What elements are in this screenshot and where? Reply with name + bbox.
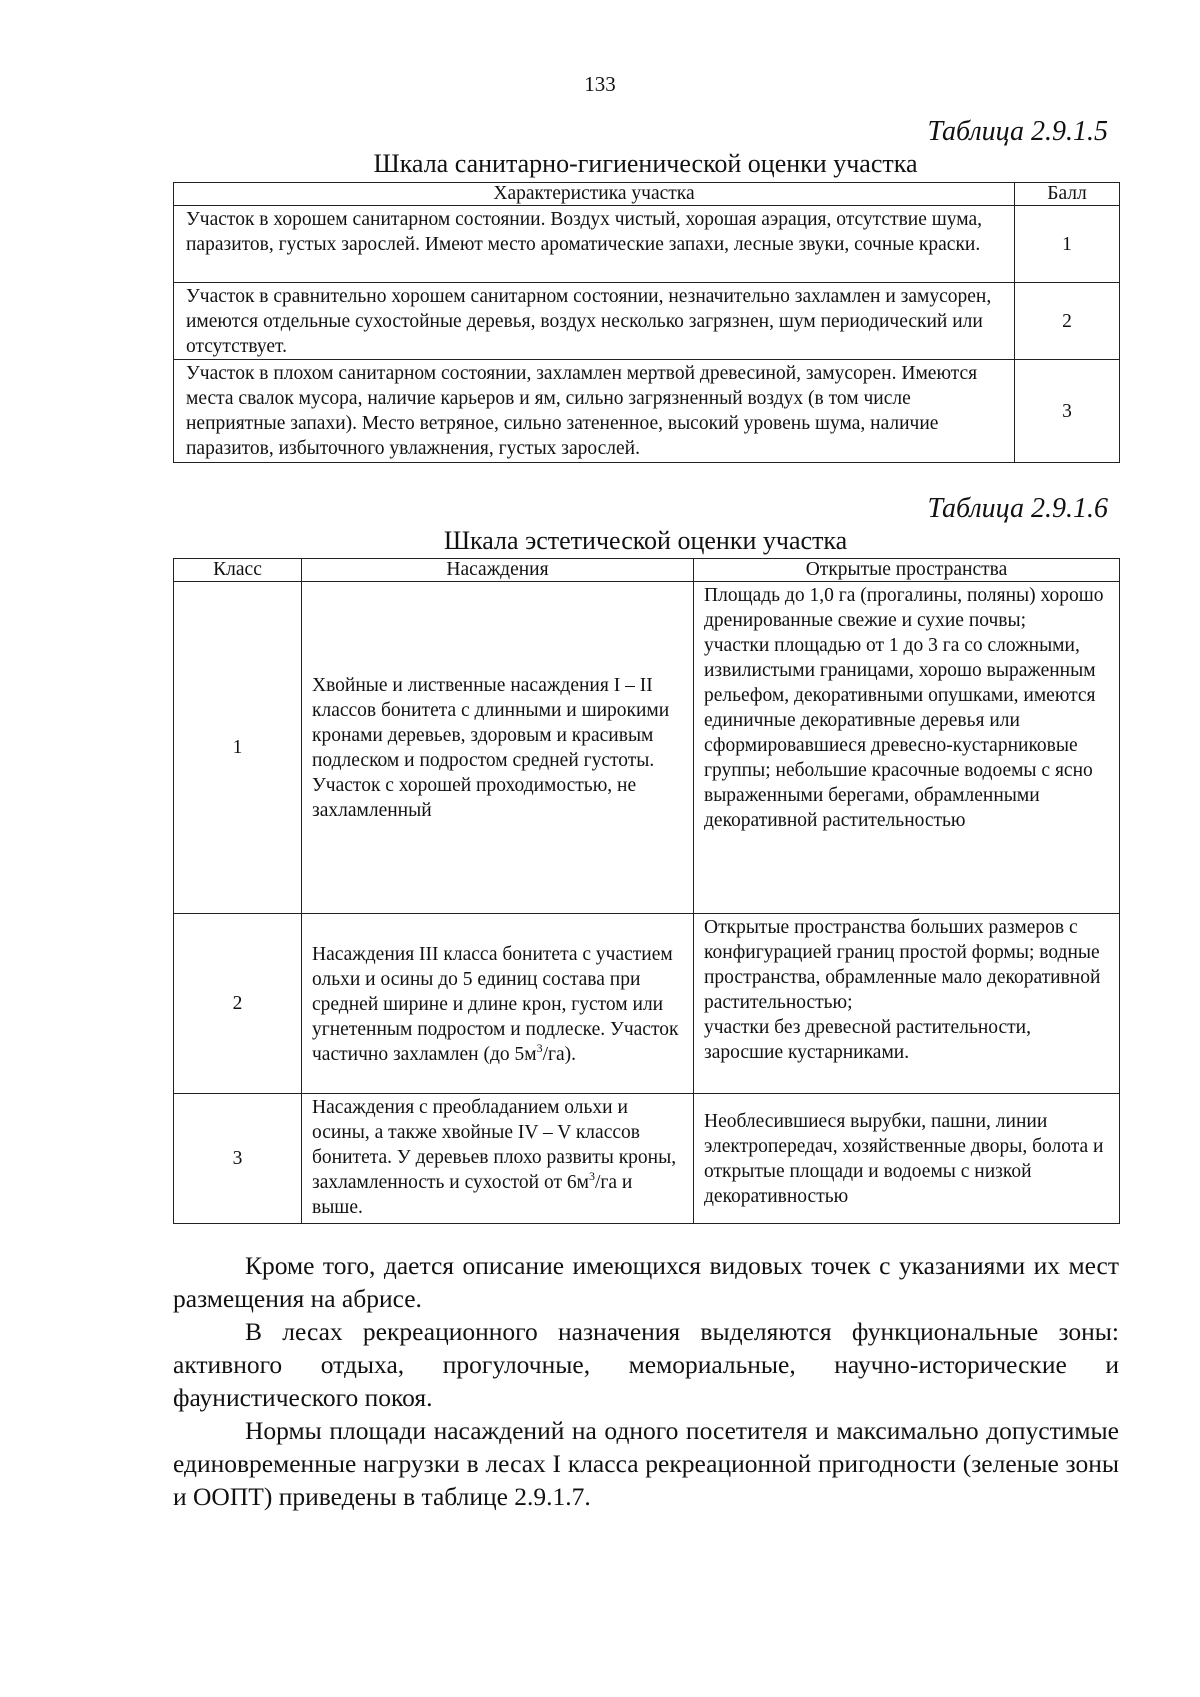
- open-spaces-line: участки площадью от 1 до 3 га со сложными, извилистыми границами, хорошо выраженным рельефом, декоративными опушками, имеются единичные декоративные деревья или сформировавшиеся древесно-кустарниковые группы; небольшие красочные водоемы с ясно выраженными берегами, обрамленными декоративной растительностью: [704, 635, 1096, 831]
- row-plantings: Хвойные и лиственные насаждения I – II классов бонитета с длинными и широкими кронами деревьев, здоровым и красивым подлеском и подростом средней густоты. Участок с хорошей проходимостью, не захламленный: [302, 582, 694, 914]
- open-spaces-line: Площадь до 1,0 га (прогалины, поляны) хорошо дренированные свежие и сухие почвы;: [704, 585, 1104, 631]
- table1-caption: Таблица 2.9.1.5: [927, 116, 1108, 147]
- table-row: [174, 1094, 1120, 1224]
- table-row: [174, 914, 1120, 1094]
- row-score: 1: [1015, 206, 1120, 283]
- superscript: 3: [536, 1040, 543, 1055]
- row-class: 2: [174, 914, 302, 1094]
- row-class: 3: [174, 1094, 302, 1224]
- plantings-text-end: /га).: [542, 1043, 577, 1065]
- sanitary-scale-table: [173, 182, 1120, 463]
- plantings-text: Насаждения с преобладанием ольхи и осины, а также хвойные IV – V классов бонитета. У деревьев плохо развиты кроны, захламленность и сухостой от 6м: [312, 1097, 677, 1193]
- open-spaces-line: участки без древесной растительности, заросшие кустарниками.: [704, 1017, 1031, 1063]
- header-open-spaces: Открытые пространства: [694, 559, 1120, 582]
- header-plantings: Насаждения: [302, 559, 694, 582]
- row-characteristic: Участок в сравнительно хорошем санитарном состоянии, незначительно захламлен и замусорен, имеются отдельные сухостойные деревья, воздух несколько загрязнен, шум периодический или отсутствует.: [174, 283, 1015, 360]
- table2-title: Шкала эстетической оценки участка: [443, 526, 848, 555]
- row-open-spaces: [694, 914, 1120, 1094]
- table1-title: Шкала санитарно-гигиенической оценки участка: [373, 149, 918, 178]
- table2-caption: Таблица 2.9.1.6: [927, 493, 1108, 524]
- row-open-spaces: [694, 582, 1120, 914]
- body-paragraph: [173, 1315, 1119, 1414]
- row-class: 1: [174, 582, 302, 914]
- row-open-spaces: Необлесившиеся вырубки, пашни, линии электропередач, хозяйственные дворы, болота и открытые площади и водоемы с низкой декоративностью: [694, 1094, 1120, 1224]
- superscript: 3: [588, 1169, 595, 1183]
- table-header-row: [174, 559, 1120, 582]
- body-paragraph: [173, 1249, 1119, 1315]
- paragraph-text: Кроме того, дается описание имеющихся видовых точек с указаниями их мест размещения на абрисе.: [173, 1251, 1119, 1313]
- row-plantings: [302, 914, 694, 1094]
- body-paragraph: [173, 1414, 1119, 1513]
- plantings-text-end: /га и выше.: [312, 1172, 633, 1218]
- open-spaces-line: Открытые пространства больших размеров с конфигурацией границ простой формы; водные пространства, обрамленные мало декоративной растительностью;: [704, 917, 1101, 1013]
- plantings-text: Насаждения III класса бонитета с участием ольхи и осины до 5 единиц состава при средней ширине и длине крон, густом или угнетенным подростом и подлеске. Участок частично захламлен (до 5м: [312, 943, 679, 1065]
- row-plantings: [302, 1094, 694, 1224]
- table-row: [174, 360, 1120, 463]
- row-characteristic: Участок в плохом санитарном состоянии, захламлен мертвой древесиной, замусорен. Имеются места свалок мусора, наличие карьеров и ям, сильно загрязненный воздух (в том числе неприятные запахи). Место ветряное, сильно затененное, высокий уровень шума, наличие паразитов, избыточного увлажнения, густых зарослей.: [174, 360, 1015, 463]
- header-class: Класс: [174, 559, 302, 582]
- table-header-row: [174, 183, 1120, 206]
- table-row: [174, 582, 1120, 914]
- table-row: [174, 206, 1120, 283]
- table-row: [174, 283, 1120, 360]
- row-score: 3: [1015, 360, 1120, 463]
- page-number: 133: [584, 72, 616, 96]
- header-characteristic: Характеристика участка: [174, 183, 1015, 206]
- row-score: 2: [1015, 283, 1120, 360]
- paragraph-text: Нормы площади насаждений на одного посетителя и максимально допустимые единовременные нагрузки в лесах I класса рекреационной пригодности (зеленые зоны и ООПТ) приведены в таблице 2.9.1.7.: [173, 1416, 1119, 1511]
- aesthetic-scale-table: [173, 558, 1120, 1224]
- paragraph-text: В лесах рекреационного назначения выделяются функциональные зоны: активного отдыха, прогулочные, мемориальные, научно-исторические и фаунистического покоя.: [173, 1317, 1119, 1412]
- header-score: Балл: [1015, 183, 1120, 206]
- row-characteristic: Участок в хорошем санитарном состоянии. Воздух чистый, хорошая аэрация, отсутствие шума, паразитов, густых зарослей. Имеют место ароматические запахи, лесные звуки, сочные краски.: [174, 206, 1015, 283]
